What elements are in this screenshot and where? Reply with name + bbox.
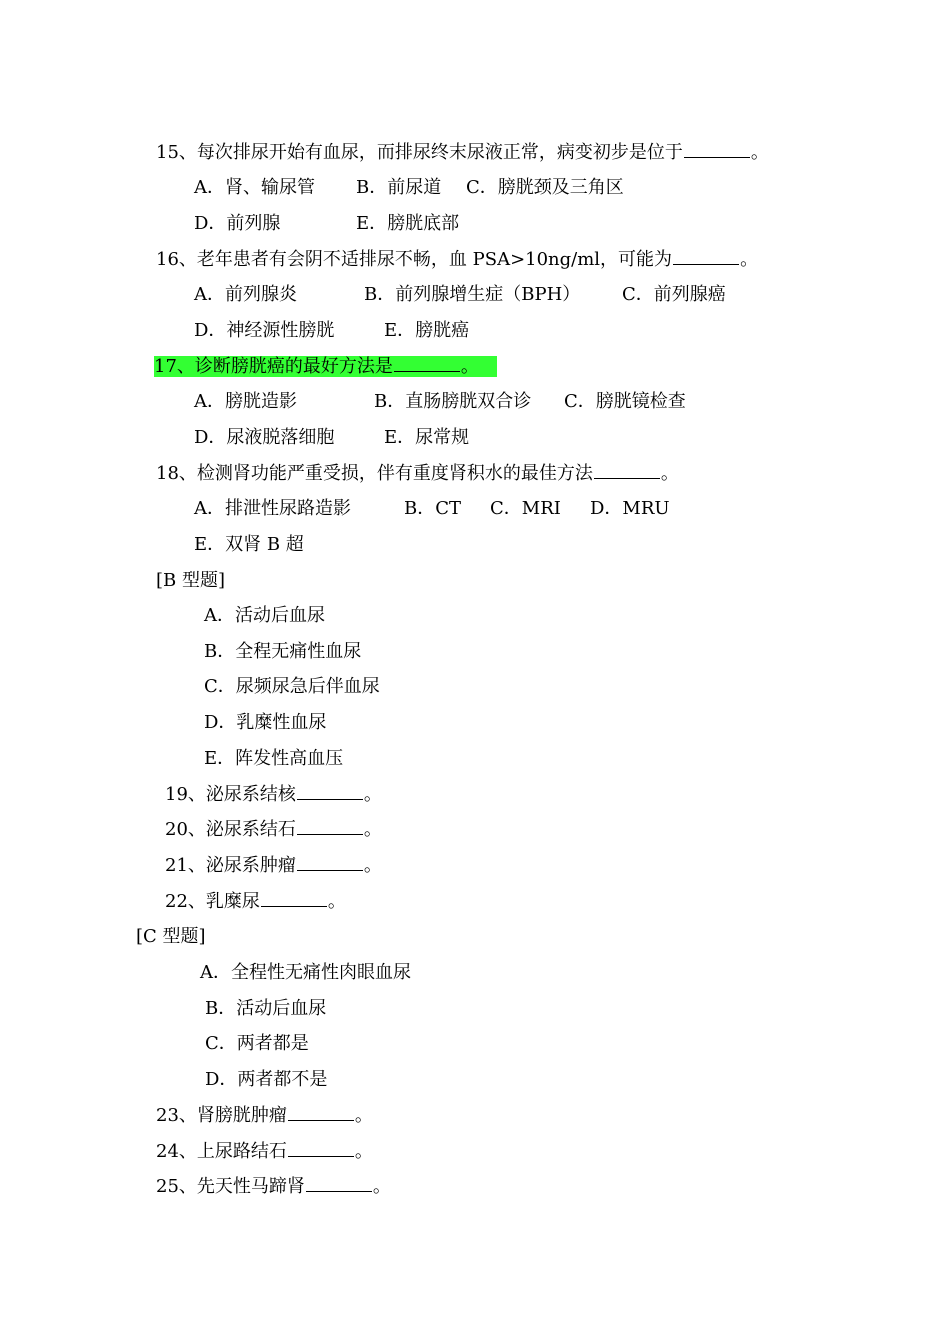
highlighted-question — [154, 356, 497, 377]
answer-blank — [297, 854, 363, 871]
answer-blank — [288, 1104, 354, 1121]
question-23 — [156, 1104, 373, 1128]
option-15d: D．前列腺 — [194, 213, 281, 234]
b-option-d: D．乳糜性血尿 — [204, 712, 327, 733]
question-25 — [156, 1175, 391, 1199]
b-option-c: C．尿频尿急后伴血尿 — [204, 676, 380, 697]
b-option-b: B．全程无痛性血尿 — [204, 641, 362, 662]
answer-blank — [288, 1140, 354, 1157]
question-21-text: 21、泌尿系肿瘤 — [165, 855, 296, 876]
question-20 — [165, 818, 382, 842]
question-20-text: 20、泌尿系结石 — [165, 819, 296, 840]
question-25-text: 25、先天性马蹄肾 — [156, 1176, 305, 1197]
period: 。 — [327, 891, 346, 912]
question-15-text: 15、每次排尿开始有血尿，而排尿终末尿液正常，病变初步是位于 — [156, 142, 683, 163]
c-option-d: D．两者都不是 — [205, 1069, 328, 1090]
question-22-text: 22、乳糜尿 — [165, 891, 260, 912]
question-24 — [156, 1140, 373, 1164]
period: 。 — [460, 356, 479, 377]
option-18e: E．双肾 B 超 — [194, 534, 304, 555]
c-option-a: A．全程性无痛性肉眼血尿 — [200, 962, 411, 983]
b-option-e: E．阵发性高血压 — [204, 748, 344, 769]
option-16c: C．前列腺癌 — [622, 284, 726, 305]
option-16a: A．前列腺炎 — [194, 284, 297, 305]
period: 。 — [363, 784, 382, 805]
period: 。 — [354, 1141, 373, 1162]
option-15c: C．膀胱颈及三角区 — [466, 177, 624, 198]
section-heading-b: [B 型题] — [156, 570, 225, 591]
answer-blank — [684, 141, 750, 158]
answer-blank — [261, 890, 327, 907]
c-option-c: C．两者都是 — [205, 1033, 309, 1054]
period: 。 — [740, 249, 759, 270]
period: 。 — [363, 819, 382, 840]
option-18a: A．排泄性尿路造影 — [194, 498, 351, 519]
question-22 — [165, 890, 346, 914]
period: 。 — [363, 855, 382, 876]
question-21 — [165, 854, 382, 878]
b-option-a: A．活动后血尿 — [204, 605, 325, 626]
answer-blank — [297, 783, 363, 800]
option-17d: D．尿液脱落细胞 — [194, 427, 335, 448]
question-15 — [156, 141, 769, 165]
question-17 — [154, 355, 497, 379]
option-17c: C．膀胱镜检查 — [564, 391, 686, 412]
period: 。 — [354, 1105, 373, 1126]
question-19-text: 19、泌尿系结核 — [165, 784, 296, 805]
question-24-text: 24、上尿路结石 — [156, 1141, 287, 1162]
option-18b: B．CT — [404, 498, 462, 519]
c-option-b: B．活动后血尿 — [205, 998, 327, 1019]
section-heading-c: [C 型题] — [136, 926, 206, 947]
answer-blank — [297, 818, 363, 835]
question-16-text: 16、老年患者有会阴不适排尿不畅，血 PSA>10ng/ml，可能为 — [156, 249, 673, 270]
period: 。 — [660, 463, 679, 484]
answer-blank — [394, 355, 460, 372]
question-23-text: 23、肾膀胱肿瘤 — [156, 1105, 287, 1126]
option-16d: D．神经源性膀胱 — [194, 320, 335, 341]
option-15a: A．肾、输尿管 — [194, 177, 315, 198]
option-17a: A．膀胱造影 — [194, 391, 297, 412]
question-17-text: 17、诊断膀胱癌的最好方法是 — [154, 356, 393, 377]
option-16b: B．前列腺增生症（BPH） — [364, 284, 581, 305]
option-16e: E．膀胱癌 — [384, 320, 470, 341]
option-18c: C．MRI — [490, 498, 561, 519]
answer-blank — [673, 248, 739, 265]
answer-blank — [306, 1175, 372, 1192]
period: 。 — [750, 142, 769, 163]
option-15e: E．膀胱底部 — [356, 213, 460, 234]
answer-blank — [594, 462, 660, 479]
option-17e: E．尿常规 — [384, 427, 470, 448]
question-18-text: 18、检测肾功能严重受损，伴有重度肾积水的最佳方法 — [156, 463, 593, 484]
option-18d: D．MRU — [590, 498, 670, 519]
question-18 — [156, 462, 679, 486]
question-19 — [165, 783, 382, 807]
option-17b: B．直肠膀胱双合诊 — [374, 391, 532, 412]
option-15b: B．前尿道 — [356, 177, 442, 198]
question-16 — [156, 248, 758, 272]
period: 。 — [372, 1176, 391, 1197]
